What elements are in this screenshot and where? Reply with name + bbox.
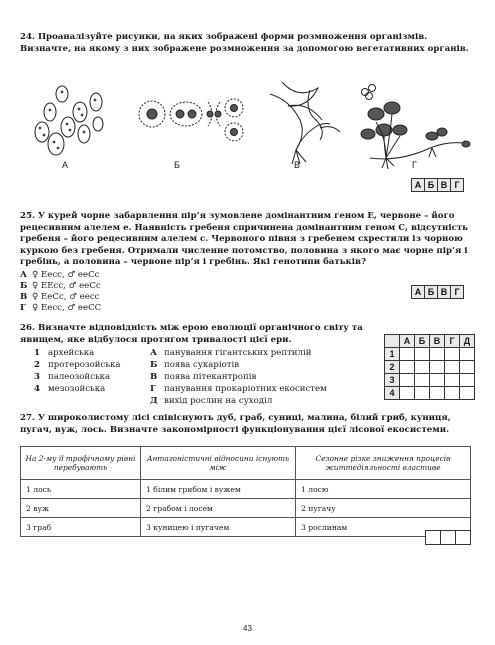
q27-cell: 1 білим грибом і вужем: [141, 480, 296, 499]
answer-box[interactable]: [455, 530, 471, 545]
q25-option-a-letter: А: [20, 270, 27, 280]
answer-cell-a[interactable]: А: [411, 285, 425, 299]
era-1-num: 1: [34, 348, 40, 358]
answer-cell-g[interactable]: Г: [450, 178, 464, 192]
matrix-col-b: Б: [415, 335, 430, 348]
matrix-cell[interactable]: [415, 374, 430, 387]
answer-box[interactable]: [425, 530, 441, 545]
figure-v-shoot: [270, 82, 340, 164]
matrix-row-1: 1: [385, 348, 400, 361]
q27-header-1: На 2-му її трофічному рівні перебувають: [21, 447, 141, 480]
era-2: протерозойська: [48, 360, 121, 370]
matrix-cell[interactable]: [460, 348, 475, 361]
q25-option-b: ♀ EEcc, ♂ eeCc: [32, 281, 101, 291]
matrix-cell[interactable]: [445, 361, 460, 374]
matrix-cell[interactable]: [445, 348, 460, 361]
figure-a-budding-organism: [35, 86, 103, 155]
matrix-cell[interactable]: [445, 374, 460, 387]
question-24-text: 24. Проаналізуйте рисунки, на яких зображені форми розмноження організмів. Визначте, на якому з них зображене розмноження за допомогою вегетативних органів.: [20, 32, 469, 54]
matrix-cell[interactable]: [460, 374, 475, 387]
question-27-text: 27. У широколистому лісі співіснують дуб, граб, суниці, малина, білий гриб, куниця, пугач, вуж, лось. Визначте закономірності функціонування цієї лісової екосистеми.: [20, 413, 451, 435]
reproduction-illustrations: [20, 72, 480, 176]
q27-cell: 1 лосю: [296, 480, 471, 499]
matrix-cell[interactable]: [415, 387, 430, 400]
event-d-letter: Д: [150, 396, 158, 406]
era-2-num: 2: [34, 360, 40, 370]
matrix-row-4: 4: [385, 387, 400, 400]
q27-cell: 3 граб: [21, 518, 141, 537]
matrix-cell[interactable]: [445, 387, 460, 400]
matrix-cell[interactable]: [460, 387, 475, 400]
q27-cell: 2 вуж: [21, 499, 141, 518]
event-g-letter: Г: [150, 384, 156, 394]
matrix-col-g: Г: [445, 335, 460, 348]
q27-cell: 1 лось: [21, 480, 141, 499]
q27-cell: 2 пугачу: [296, 499, 471, 518]
answer-cell-b[interactable]: Б: [424, 178, 438, 192]
matrix-col-d: Д: [460, 335, 475, 348]
q27-table: [20, 446, 471, 537]
answer-cell-a[interactable]: А: [411, 178, 425, 192]
matrix-col-v: В: [430, 335, 445, 348]
figure-label-b: Б: [174, 160, 180, 170]
q25-option-b-letter: Б: [20, 281, 28, 291]
matrix-cell[interactable]: [430, 387, 445, 400]
q24-answer-grid: [412, 178, 464, 192]
question-25-text: 25. У курей чорне забарвлення пір’я зумовлене домінантним геном E, червоне – його рецесивним алелем e. Наявність гребеня спричинена домінантним геном С, відсутність гребеня – його рецесивним алелем c. Червоного півня з гребенем схрестили із чорною куркою без гребеня. Отримали численне потомство, половина з якого має чорне пір’я і гребінь, а половина – червоне пір’я і гребінь. Які генотипи батьків?: [20, 211, 469, 268]
answer-cell-g[interactable]: Г: [450, 285, 464, 299]
matrix-col-a: А: [400, 335, 415, 348]
figure-label-g: Г: [412, 160, 417, 170]
event-b-letter: Б: [150, 360, 158, 370]
q27-cell: 3 куницею і пугачем: [141, 518, 296, 537]
q27-header-3: Сезонне різке зниження процесів життєдіяльності властиве: [296, 447, 471, 480]
matrix-row-2: 2: [385, 361, 400, 374]
event-g: панування прокаріотних екосистем: [164, 384, 327, 394]
event-v-letter: В: [150, 372, 158, 382]
q25-option-v: ♀ EeCc, ♂ eecc: [32, 292, 100, 302]
page-number: 43: [243, 624, 252, 633]
figure-label-v: В: [294, 160, 301, 170]
q25-option-v-letter: В: [20, 292, 28, 302]
answer-box[interactable]: [440, 530, 456, 545]
figure-b-cell-division: [139, 99, 243, 141]
event-b: поява сукаріотів: [164, 360, 240, 370]
matrix-cell[interactable]: [400, 387, 415, 400]
era-1: архейська: [48, 348, 95, 358]
era-3: палеозойська: [48, 372, 111, 382]
matrix-cell[interactable]: [400, 374, 415, 387]
matrix-row-3: 3: [385, 374, 400, 387]
q25-answer-grid: [412, 285, 464, 299]
figure-label-a: А: [62, 160, 69, 170]
q27-cell: 3 рослинам: [296, 518, 471, 537]
answer-cell-v[interactable]: В: [437, 285, 451, 299]
era-4-num: 4: [34, 384, 40, 394]
q25-option-g-letter: Г: [20, 303, 26, 313]
q27-answer-grid: [426, 530, 471, 545]
matrix-cell[interactable]: [415, 348, 430, 361]
era-3-num: 3: [34, 372, 40, 382]
q25-option-a: ♀ Eecc, ♂ eeCc: [32, 270, 100, 280]
matrix-cell[interactable]: [400, 361, 415, 374]
matrix-cell[interactable]: [415, 361, 430, 374]
event-d: вихід рослин на суходіл: [164, 396, 273, 406]
event-v: поява пітекантропів: [164, 372, 257, 382]
q26-answer-matrix: [384, 334, 475, 400]
matrix-cell[interactable]: [430, 374, 445, 387]
era-4: мезозойська: [48, 384, 106, 394]
event-a-letter: А: [150, 348, 157, 358]
matrix-cell[interactable]: [400, 348, 415, 361]
q25-option-g: ♀ Eecc, ♂ eeCC: [32, 303, 102, 313]
event-a: панування гігантських рептилій: [164, 348, 312, 358]
figure-g-runner-plant: [361, 85, 470, 170]
question-26-text: 26. Визначте відповідність між ерою еволюції органічного світу та явищем, яке відбулося протягом тривалості цієї ери.: [20, 323, 363, 345]
answer-cell-v[interactable]: В: [437, 178, 451, 192]
matrix-cell[interactable]: [460, 361, 475, 374]
matrix-cell[interactable]: [430, 348, 445, 361]
q27-cell: 2 грабом і лосем: [141, 499, 296, 518]
matrix-cell[interactable]: [430, 361, 445, 374]
answer-cell-b[interactable]: Б: [424, 285, 438, 299]
q27-header-2: Антагоністичні відносини існують між: [141, 447, 296, 480]
